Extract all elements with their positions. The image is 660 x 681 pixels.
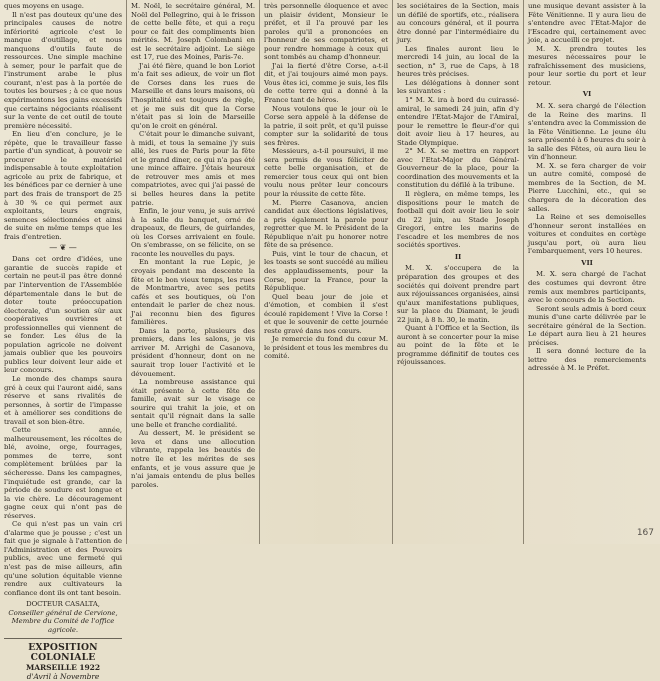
col2-paragraph: En montant la rue Lepic, je croyais pendant ma descente la fête et le bon vieux temps, les rues de Montmartre, avec ses petits cafés et ses boutiques, où l'on entendait le parler de chez nous. J'ai reconnu bien des figures familières. [131,258,255,327]
col3-paragraph: Messieurs, a-t-il poursuivi, il me sera permis de vous féliciter de cette belle organisation, et de remercier tous ceux qui ont bien voulu nous prêter leur concours pour la réussite de cette fête. [264,147,388,199]
col5-paragraph: M. X. sera chargé de l'élection de la Reine des marins. Il s'entendra avec la Commission de la Fête Vénitienne. Le jeune élu sera présenté à 6 heures du soir à la salle des Fêtes, où aura lieu le vin d'honneur. [528,102,646,162]
col2-paragraph: J'ai été fière, quand le bon Loriot m'a fait ses adieux, de voir un flot de Corses dans les rues de Marseille et dans leurs maisons, où l'hospitalité est toujours de règle, et je me suis dit que la Corse n'était pas si loin de Marseille qu'on le croit en général. [131,61,255,130]
col4-paragraph: Quant à l'Office et la Section, ils auront à se concerter pour la mise au point de la fête et le programme définitif de toutes ces réjouissances. [397,324,519,367]
fleuron-ornament: — ❦ — [49,243,77,253]
col3-paragraph: Nous voulons que le jour où le Corse sera appelé à la défense de la patrie, il soit prêt, et qu'il puisse compter sur la solidarité de tous ses frères. [264,104,388,147]
col4-paragraph: les sociétaires de la Section, mais un défilé de sportifs, etc., réalisera au concours général, et il pourra être donné par l'intermédiaire du jury. [397,2,519,45]
col5-paragraph: une musique devant assister à la Fête Vénitienne. Il y aura lieu de s'entendre avec l'Etat-Major de l'Escadre qui, certainement avec joie, a accueilli ce projet. [528,2,646,45]
col1-paragraph: Le monde des champs saura gré à ceux qui l'auront aidé, sans réserve et sans rivalités de personnes, à sortir de l'impasse et à améliorer ses conditions de travail et son bien-être. [4,374,122,426]
col3-paragraph: Quel beau jour de joie et d'émotion, et combien il s'est écoulé rapidement ! Vive la Corse ! et que le souvenir de cette journée reste gravé dans nos cœurs. [264,292,388,335]
col3-paragraph: M. Pierre Casanova, ancien candidat aux élections législatives, a pris également la parole pour regretter que M. le Président de la République n'ait pu honorer notre fête de sa présence. [264,198,388,250]
col1-paragraph: En lieu d'en conclure, je le répète, que le travailleur fasse partie d'un syndicat, à pouvoir se procurer le matériel indispensable à toute exploitation agricole au prix de fabrique, et les bénéfices par ce dernier à une part des frais de transport de 25 à 30 % ce qui permet aux exploitants, leurs engrais, semences sélectionnées et ainsi de suite en même temps que les frais d'entretien. [4,130,122,241]
col2-paragraph: Au dessert, M. le président se leva et dans une allocution vibrante, rappela les beautés de notre île et les mérites de ses enfants, et je vous assure que je n'ai jamais entendu de plus belles paroles. [131,429,255,489]
col4-paragraph: Il règlera, en même temps, les dispositions pour le match de football qui doit avoir lieu le soir du 22 juin, au Stade Joseph Gregori, entre les marins de l'escadre et les membres de nos sociétés sportives. [397,190,519,250]
col2-paragraph: La nombreuse assistance qui était présente à cette fête de famille, avait sur le visage ce sourire qui trahit la joie, et on sentait qu'il régnait dans la salle une belle et franche cordialité. [131,378,255,429]
col2-paragraph: Dans la porte, plusieurs des premiers, dans les salons, je vis arriver M. Arrighi de Casanova, président d'honneur, dont on ne saurait trop louer l'activité et le dévouement. [131,326,255,378]
author-signature: DOCTEUR CASALTA, [26,600,100,609]
column-4 [397,2,519,540]
col1-paragraph: Ce qui n'est pas un vain cri d'alarme que je pousse ; c'est un fait que je signale à l'attention de l'Administration et des Pouvoirs publics, avec une fermeté qui n'est pas de mise ailleurs, afin qu'une solution équitable vienne rendre aux cultivateurs la confiance dont ils ont tant besoin. [4,520,122,597]
section-numeral: VI [582,90,592,99]
column-5 [528,2,646,540]
col5-paragraph: M. X. sera chargé de l'achat des costumes qui devront être remis aux membres participants, avec le concours de la Section. [528,270,646,305]
exposition-dates: d'Avril à Novembre [26,672,100,681]
section-numeral: VII [581,258,593,267]
section-numeral: II [454,252,462,261]
page-number: 167 [636,528,654,538]
col3-paragraph: Puis, vint le tour de chacun, et les toasts se sont succédé au milieu des applaudissements, pour la Corse, pour la France, pour la République. [264,249,388,293]
author-title: Conseiller général de Cervione, Membre du Comité de l'office agricole. [8,608,118,634]
col4-paragraph: 2° M. X. se mettra en rapport avec l'Etat-Major du Général-Gouverneur de la place, pour la coordination des mouvements et la constitution du défilé à la tribune. [397,147,519,190]
col5-paragraph: Il sera donné lecture de la lettre des remerciements adressée à M. le Préfet. [528,347,646,373]
col2-paragraph: Enfin, le jour venu, je suis arrivé à la salle du banquet, orné de drapeaux, de fleurs, de guirlandes, où les Corses arrivaient en foule. On s'embrasse, on se félicite, on se raconte les nouvelles du pays. [131,207,255,258]
col3-paragraph: très personnelle éloquence et avec un plaisir évident, Monsieur le préfet, et il l'a prouvé par les paroles qu'il a prononcées en l'honneur de ses compatriotes, et pour rendre hommage à ceux qui sont tombés au champ d'honneur. [264,2,388,62]
exposition-title: EXPOSITION COLONIALE [4,638,122,663]
col1-paragraph: Dans cet ordre d'idées, une garantie de succès rapide et certain ne peut-il pas être donné par l'intervention de l'Assemblée départementale dans le but de doter toute préoccupation électorale, d'un soutien sûr aux coopératives ouvrières et professionnelles qui viennent de se fonder. Les élus de la population agricole ne doivent jamais oublier que les pouvoirs publics leur doivent leur aide et leur concours. [4,255,122,375]
column-divider [392,0,393,544]
exposition-place: MARSEILLE 1922 [25,663,101,673]
column-divider [523,0,524,544]
col4-paragraph: Les délégations à donner sont les suivantes : [397,78,519,96]
col1-paragraph: Cette année, malheureusement, les récoltes de blé, avoine, orge, fourrages, pommes de terre, sont complètement brûlées par la sécheresse. Dans les campagnes, l'inquiétude est grande, car la période de soudure est longue et la vie chère. Le découragement gagne ceux qui n'ont pas de réserves. [4,426,122,520]
col1-paragraph: Il n'est pas douteux qu'une des principales causes de notre infériorité agricole c'est le manque d'outillage, et nous manquons d'outils faute de ressources. Une simple machine à semer, pour le parfait que de l'instrument arabe le plus courant, n'est pas à la portée de toutes les bourses ; à ce que nous expérimentons les gains excessifs que certains négociants réalisent sur la vente de cet outil de toute première nécessité. [4,10,122,130]
column-3 [264,2,388,540]
col2-paragraph: M. Noël, le secrétaire général, M. Noël del Pellegrino, qui à le frisson de cette belle fête, et qui a reçu pour ce fait des compliments bien mérités. M. Joseph Colombani en est le secrétaire adjoint. Le siège est 17, rue des Moines, Paris-7e. [131,2,255,62]
column-2 [131,2,255,540]
col4-paragraph: Les finales auront lieu le mercredi 14 juin, au local de la section, n° 3, rue de Caps, à 18 heures très précises. [397,44,519,79]
column-divider [259,0,260,544]
column-1 [4,2,122,681]
col4-paragraph: M. X. s'occupera de la préparation des groupes et des sociétés qui doivent prendre part aux réjouissances organisées, ainsi qu'aux manifestations publiques, sur la place du Diamant, le jeudi 22 juin, à 8 h. 30, le matin. [397,264,519,324]
col1-paragraph: ques moyens en usage. [4,2,84,10]
col3-paragraph: J'ai la fierté d'être Corse, a-t-il dit, et j'ai toujours aimé mon pays. Vous êtes ici, comme je suis, les fils de cette terre qui a donné à la France tant de héros. [264,61,388,105]
col4-paragraph: 1° M. X. ira à bord du cuirassé-amiral, le samedi 24 juin, afin d'y entendre l'Etat-Major de l'Amiral, pour le remettre le fleur-d'or qui doit avoir lieu à 17 heures, au Stade Olympique. [397,96,519,147]
col3-paragraph: Je remercie du fond du cœur M. le président et tous les membres du comité. [264,335,388,361]
col2-paragraph: C'était pour le dimanche suivant, à midi, et tous la semaine j'y suis allé, les rues de Paris pour la fête et le grand diner, ce qui n'a pas été une mince affaire. J'étais heureux de retrouver mes amis et mes compatriotes, avec qui j'ai passé de si belles heures dans la petite patrie. [131,130,255,207]
column-divider [126,0,127,544]
col5-paragraph: La Reine et ses demoiselles d'honneur seront installées en voitures et conduites en cortège jusqu'au port, où aura lieu l'embarquement, vers 10 heures. [528,213,646,256]
col5-paragraph: M. X. se fera charger de voir un autre comité, composé de membres de la Section, de M. Pierre Lucchini, etc., qui se chargera de la décoration des salles. [528,161,646,213]
col5-paragraph: Seront seuls admis à bord ceux munis d'une carte délivrée par le secrétaire général de la Section. Le départ aura lieu à 21 heures précises. [528,304,646,347]
col5-paragraph: M. X. prendra toutes les mesures nécessaires pour le rafraîchissement des musiciens, pour leur sortie du port et leur retour. [528,44,646,87]
